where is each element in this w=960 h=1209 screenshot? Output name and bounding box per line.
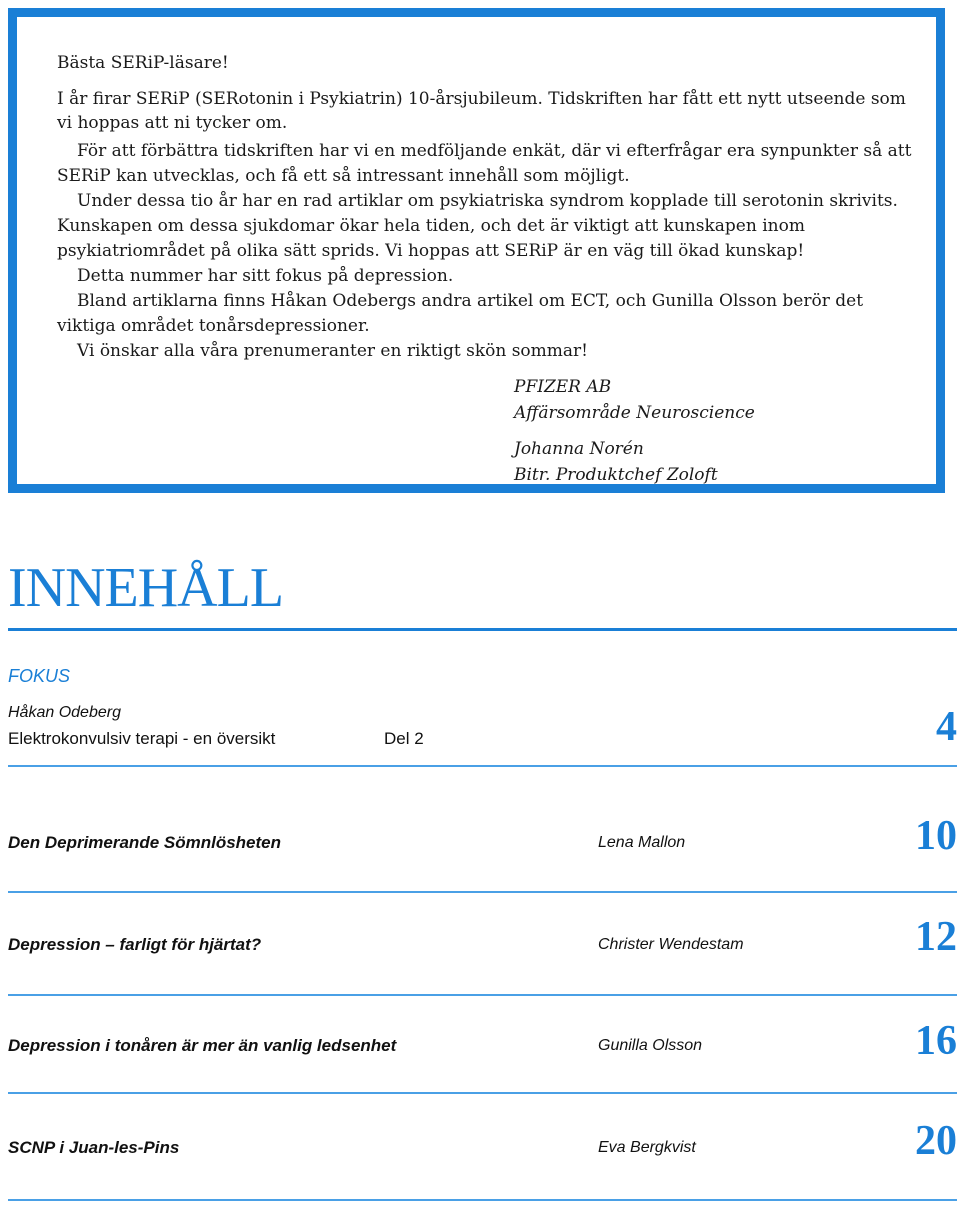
- signature-company: PFIZER AB: [514, 377, 612, 397]
- letter-line: Vi önskar alla våra prenumeranter en riktigt skön sommar!: [77, 341, 588, 361]
- contents-divider: [8, 628, 957, 631]
- letter-line: psykiatriområdet på olika sätt sprids. Vi hoppas att SERiP är en väg till ökad kunskap!: [57, 241, 805, 261]
- letter-line: I år firar SERiP (SERotonin i Psykiatrin) 10-årsjubileum. Tidskriften har fått ett nytt utseende som: [57, 89, 906, 109]
- toc-article-title[interactable]: SCNP i Juan-les-Pins: [8, 1138, 180, 1157]
- page-number: 12: [915, 914, 957, 960]
- toc-article-title[interactable]: Depression i tonåren är mer än vanlig ledsenhet: [8, 1036, 397, 1055]
- page-number: 20: [915, 1118, 957, 1164]
- toc-article-author: Lena Mallon: [598, 834, 686, 851]
- page-number: 4: [936, 704, 957, 750]
- signature-name: Johanna Norén: [514, 439, 644, 459]
- toc-divider: [8, 1199, 957, 1201]
- focus-article-title: Elektrokonvulsiv terapi - en översikt: [8, 729, 276, 748]
- letter-line: Bland artiklarna finns Håkan Odebergs andra artikel om ECT, och Gunilla Olsson berör det: [77, 291, 864, 311]
- toc-article-title[interactable]: Depression – farligt för hjärtat?: [8, 935, 262, 954]
- toc-article-author: Christer Wendestam: [598, 936, 744, 953]
- editorial-letter-box: [8, 8, 945, 493]
- letter-line: Under dessa tio år har en rad artiklar om psykiatriska syndrom kopplade till serotonin skrivits.: [77, 191, 898, 211]
- toc-divider: [8, 1092, 957, 1094]
- focus-article-author: Håkan Odeberg: [8, 704, 121, 721]
- toc-article-author: Gunilla Olsson: [598, 1037, 703, 1054]
- letter-greeting: Bästa SERiP-läsare!: [57, 53, 229, 73]
- letter-line: Detta nummer har sitt fokus på depression.: [77, 266, 454, 286]
- letter-line: viktiga området tonårsdepressioner.: [57, 316, 370, 336]
- toc-article-author: Eva Bergkvist: [598, 1139, 696, 1156]
- focus-article-part: Del 2: [384, 729, 424, 748]
- toc-divider: [8, 994, 957, 996]
- toc-divider: [8, 891, 957, 893]
- page-number: 10: [915, 813, 957, 859]
- section-label-focus: FOKUS: [8, 666, 71, 686]
- toc-article-title[interactable]: Den Deprimerande Sömnlösheten: [8, 833, 282, 852]
- contents-title: INNEHÅLL: [8, 557, 284, 619]
- letter-line: vi hoppas att ni tycker om.: [57, 113, 288, 133]
- letter-line: Kunskapen om dessa sjukdomar ökar hela tiden, och det är viktigt att kunskapen inom: [57, 216, 805, 236]
- signature-role: Bitr. Produktchef Zoloft: [514, 465, 718, 485]
- letter-line: SERiP kan utvecklas, och få ett så intressant innehåll som möjligt.: [57, 166, 630, 186]
- toc-divider: [8, 765, 957, 767]
- page-number: 16: [915, 1018, 957, 1064]
- signature-division: Affärsområde Neuroscience: [514, 403, 755, 423]
- letter-line: För att förbättra tidskriften har vi en medföljande enkät, där vi efterfrågar era synpunkter så att: [77, 141, 912, 161]
